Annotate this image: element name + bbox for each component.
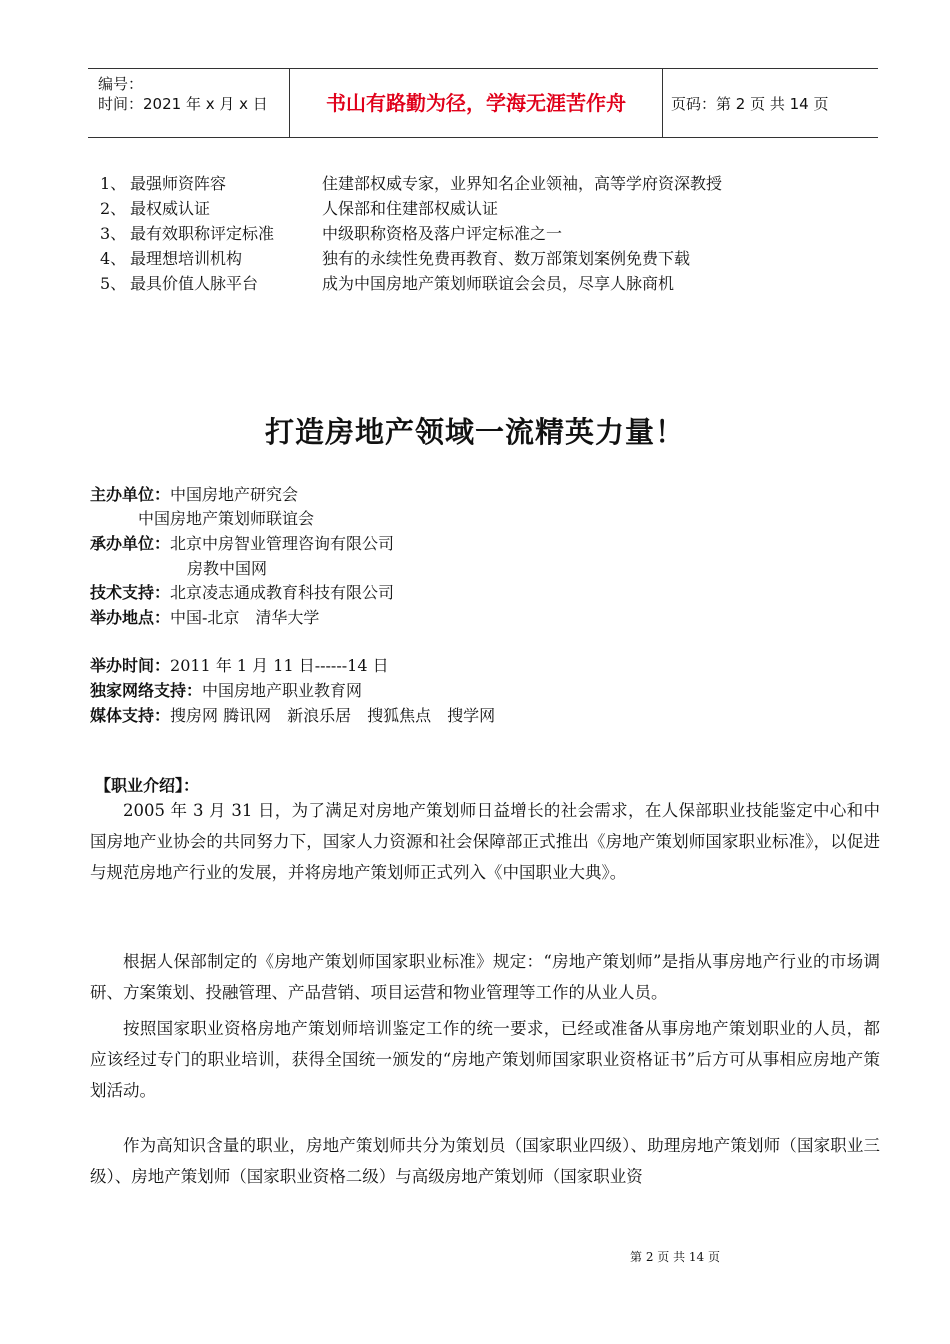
header-right-cell: [663, 69, 878, 137]
feature-number: 1、: [100, 174, 127, 193]
feature-number: 5、: [100, 274, 127, 293]
undertaker-1: 北京中房智业管理咨询有限公司: [170, 534, 395, 553]
tech-value: 北京凌志通成教育科技有限公司: [170, 583, 395, 602]
feature-item: [100, 221, 562, 244]
venue-label: 举办地点：: [90, 608, 171, 627]
feature-item: [100, 246, 690, 269]
time-label: 时间：2021 年 x 月 x 日: [98, 95, 268, 113]
header-left-cell: [88, 69, 290, 137]
feature-label: 最理想培训机构: [130, 249, 243, 268]
feature-item: [100, 171, 722, 194]
media-value: 搜房网 腾讯网 新浪乐居 搜狐焦点 搜学网: [170, 706, 496, 725]
feature-item: [100, 196, 498, 219]
feature-desc: 人保部和住建部权威认证: [322, 199, 499, 218]
host-line: [90, 482, 298, 505]
network-label: 独家网络支持：: [90, 681, 203, 700]
header-middle-cell: [290, 69, 663, 137]
motto: 书山有路勤为径，学海无涯苦作舟: [326, 91, 626, 115]
undertaker-2: 房教中国网: [187, 559, 268, 578]
page-title: 打造房地产领域一流精英力量！: [264, 415, 685, 449]
venue-line: [90, 605, 319, 628]
date-label: 举办时间：: [90, 656, 171, 675]
host-label: 主办单位：: [90, 485, 171, 504]
page-label: 页码：第 2 页 共 14 页: [671, 95, 829, 113]
date-line: [90, 653, 389, 676]
tech-label: 技术支持：: [90, 583, 171, 602]
host-2: 中国房地产策划师联谊会: [138, 509, 315, 528]
paragraph: 按照国家职业资格房地产策划师培训鉴定工作的统一要求，已经或准备从事房地产策划职业的人员，都应该经过专门的职业培训，获得全国统一颁发的“房地产策划师国家职业资格证书”后方可从事相应房地产策划活动。: [90, 1019, 880, 1100]
undertaker-line: [90, 531, 394, 554]
page-footer: 第 2 页 共 14 页: [630, 1250, 720, 1264]
paragraph: 2005 年 3 月 31 日，为了满足对房地产策划师日益增长的社会需求，在人保部职业技能鉴定中心和中国房地产业协会的共同努力下，国家人力资源和社会保障部正式推出《房地产策划师国家职业标准》，以促进与规范房地产行业的发展，并将房地产策划师正式列入《中国职业大典》。: [90, 801, 880, 882]
feature-label: 最权威认证: [130, 199, 211, 218]
feature-label: 最具价值人脉平台: [130, 274, 259, 293]
venue-value: 中国-北京 清华大学: [170, 608, 320, 627]
feature-desc: 中级职称资格及落户评定标准之一: [322, 224, 563, 243]
feature-desc: 成为中国房地产策划师联谊会会员，尽享人脉商机: [322, 274, 675, 293]
undertaker-label: 承办单位：: [90, 534, 171, 553]
network-value: 中国房地产职业教育网: [202, 681, 363, 700]
feature-number: 2、: [100, 199, 127, 218]
section-heading: 【职业介绍】：: [95, 776, 200, 795]
feature-label: 最强师资阵容: [130, 174, 227, 193]
feature-desc: 独有的永续性免费再教育、数万部策划案例免费下载: [322, 249, 691, 268]
date-value: 2011 年 1 月 11 日------14 日: [170, 656, 389, 675]
network-line: [90, 678, 362, 701]
media-line: [90, 703, 495, 726]
feature-number: 3、: [100, 224, 127, 243]
paragraph: 根据人保部制定的《房地产策划师国家职业标准》规定：“房地产策划师”是指从事房地产行业的市场调研、方案策划、投融管理、产品营销、项目运营和物业管理等工作的从业人员。: [90, 952, 880, 1002]
host-1: 中国房地产研究会: [170, 485, 299, 504]
feature-label: 最有效职称评定标准: [130, 224, 275, 243]
header-table: [88, 68, 878, 138]
feature-number: 4、: [100, 249, 127, 268]
feature-item: [100, 271, 674, 294]
tech-line: [90, 580, 394, 603]
feature-desc: 住建部权威专家，业界知名企业领袖，高等学府资深教授: [322, 174, 723, 193]
paragraph: 作为高知识含量的职业，房地产策划师共分为策划员（国家职业四级）、助理房地产策划师（国家职业三级）、房地产策划师（国家职业资格二级）与高级房地产策划师（国家职业资: [90, 1136, 880, 1186]
media-label: 媒体支持：: [90, 706, 171, 725]
number-label: 编号：: [98, 75, 144, 93]
